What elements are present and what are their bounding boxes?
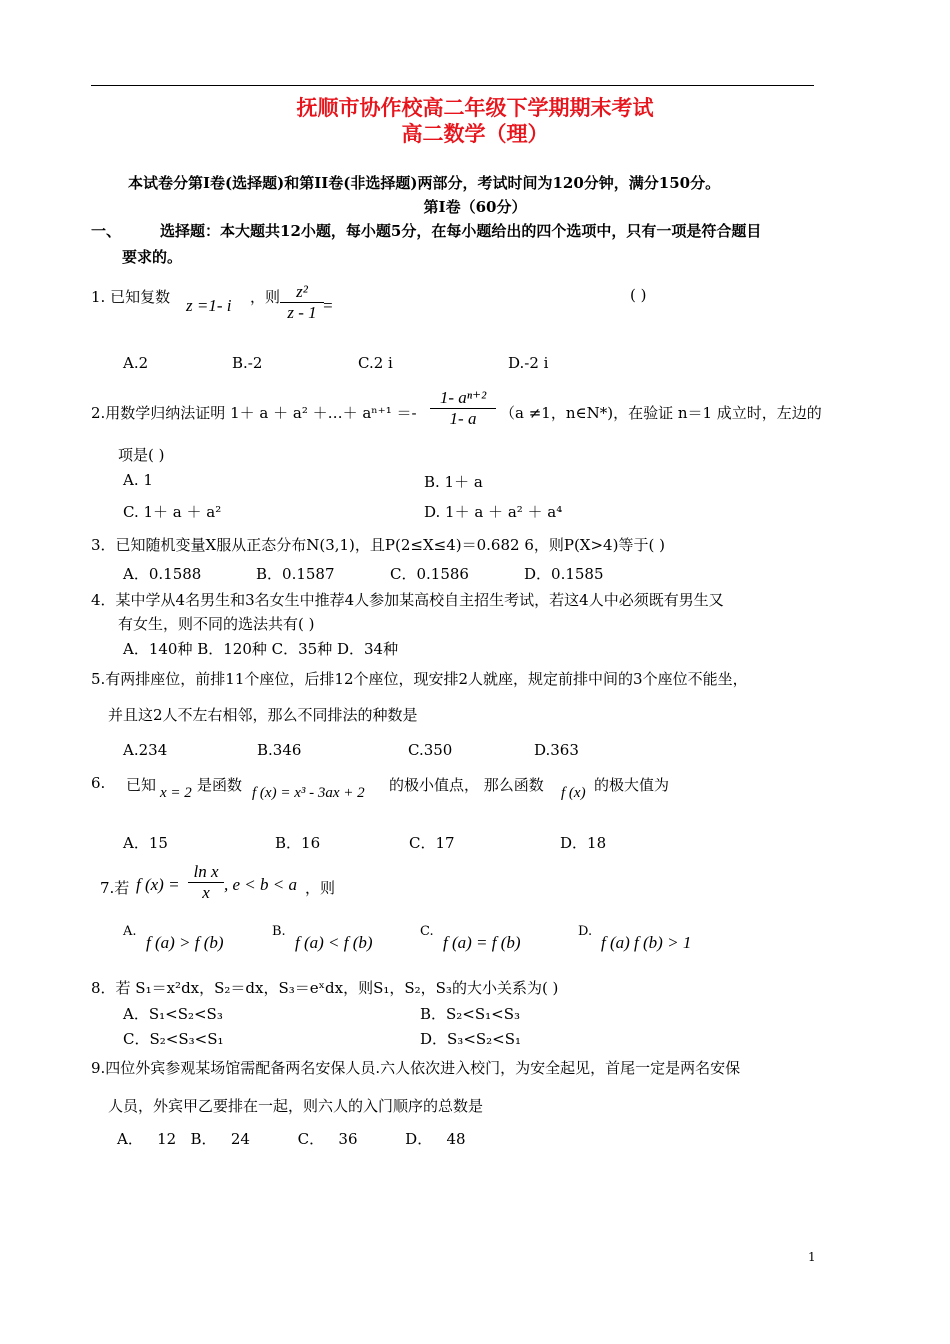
q1-answer-paren: ( ) <box>630 286 647 304</box>
q1-frac-num: z² <box>280 282 324 303</box>
q6-fx: f (x) <box>561 785 586 801</box>
q7-then: ，则 <box>305 879 336 897</box>
q6-min-text: 的极小值点， 那么函数 <box>389 776 544 794</box>
q7-fx: f (x) = <box>136 875 180 894</box>
q6-number: 6. <box>91 774 106 792</box>
q2-fraction <box>430 388 496 429</box>
section-instructions: 选择题：本大题共12小题，每小题5分，在每小题给出的四个选项中，只有一项是符合题目 <box>160 222 762 240</box>
q7-option-d: f (a) f (b) > 1 <box>601 933 692 952</box>
q4-stem: 4．某中学从4名男生和3名女生中推荐4人参加某高校自主招生考试，若这4人中必须既有男生又 <box>91 591 724 609</box>
q1-option-d: D.-2 i <box>508 354 549 372</box>
q6-function-expr: f (x) = x³ - 3ax + 2 <box>252 785 365 801</box>
q5-option-d: D.363 <box>534 741 579 759</box>
exam-title: 抚顺市协作校高二年级下学期期末考试 <box>296 96 654 120</box>
q5-option-a: A.234 <box>123 741 168 759</box>
q7-option-a-label: A. <box>123 924 137 939</box>
q4-options: A．140种 B．120种 C．35种 D．34种 <box>123 640 399 658</box>
q7-option-b: f (a) < f (b) <box>295 933 373 952</box>
exam-subtitle: 高二数学（理） <box>401 122 549 146</box>
q7-option-c-label: C. <box>420 924 434 939</box>
q7-frac-num: ln x <box>188 862 224 883</box>
page-number: 1 <box>808 1250 816 1264</box>
q8-option-b: B．S₂<S₁<S₃ <box>420 1005 521 1023</box>
q7-option-a: f (a) > f (b) <box>146 933 224 952</box>
top-rule <box>91 85 814 86</box>
section-number: 一、 <box>91 222 122 240</box>
q6-option-d: D．18 <box>560 834 607 852</box>
q7-stem: 7.若 <box>100 879 130 897</box>
q1-option-a: A.2 <box>123 354 149 372</box>
q5-option-c: C.350 <box>408 741 453 759</box>
q7-option-d-label: D. <box>578 924 593 939</box>
q3-option-b: B．0.1587 <box>256 565 335 583</box>
q1-stem: 1. 已知复数 <box>91 288 171 306</box>
part-title: 第Ⅰ卷（60分） <box>423 198 527 216</box>
q3-option-a: A．0.1588 <box>123 565 202 583</box>
q3-option-d: D．0.1585 <box>524 565 604 583</box>
q7-condition: , e < b < a <box>224 875 297 894</box>
q3-stem: 3．已知随机变量X服从正态分布N(3,1)，且P(2≤X≤4)＝0.682 6，则P(X>4)等于( ) <box>91 536 665 554</box>
q2-stem: 2.用数学归纳法证明 1＋ a ＋ a² ＋…＋ aⁿ⁺¹ ＝- <box>91 404 417 422</box>
q8-option-a: A．S₁<S₂<S₃ <box>123 1005 223 1023</box>
q7-frac-den: x <box>202 883 210 902</box>
q6-x-expr: x = 2 <box>160 785 192 801</box>
q8-option-d: D．S₃<S₂<S₁ <box>420 1030 522 1048</box>
q5-stem-cont: 并且这2人不左右相邻，那么不同排法的种数是 <box>108 706 418 724</box>
q1-fraction <box>280 282 324 323</box>
q5-option-b: B.346 <box>257 741 302 759</box>
q3-option-c: C．0.1586 <box>390 565 469 583</box>
q1-equals: = <box>322 296 334 315</box>
q2-option-a: A. 1 <box>123 471 153 489</box>
q1-then: ，则 <box>250 288 281 306</box>
q6-option-b: B．16 <box>275 834 321 852</box>
q9-options: A． 12 B． 24 C． 36 D． 48 <box>117 1130 466 1148</box>
q2-option-c: C. 1＋ a ＋ a² <box>123 503 222 521</box>
q5-stem: 5.有两排座位，前排11个座位，后排12个座位，现安排2人就座，规定前排中间的3个座位不能坐， <box>91 670 748 688</box>
q6-max-text: 的极大值为 <box>594 776 670 794</box>
q2-option-b: B. 1＋ a <box>424 473 483 491</box>
q1-option-b: B.-2 <box>232 354 263 372</box>
q6-known: 已知 <box>126 776 157 794</box>
q7-option-c: f (a) = f (b) <box>443 933 521 952</box>
q1-frac-den: z - 1 <box>287 303 317 322</box>
exam-note: 本试卷分第Ⅰ卷(选择题)和第II卷(非选择题)两部分，考试时间为120分钟，满分150分。 <box>128 174 721 192</box>
q6-option-c: C．17 <box>409 834 455 852</box>
q6-option-a: A．15 <box>123 834 168 852</box>
q7-fraction <box>188 862 224 903</box>
q2-condition: （a ≠1，n∈N*)，在验证 n＝1 成立时，左边的 <box>500 404 822 422</box>
q7-option-b-label: B. <box>272 924 286 939</box>
q6-is-function: 是函数 <box>197 776 243 794</box>
q1-option-c: C.2 i <box>358 354 393 372</box>
q8-option-c: C．S₂<S₃<S₁ <box>123 1030 224 1048</box>
section-instructions-cont: 要求的。 <box>122 248 183 266</box>
q2-frac-den: 1- a <box>449 409 477 428</box>
q4-stem-cont: 有女生，则不同的选法共有( ) <box>118 615 315 633</box>
q8-stem: 8．若 S₁＝x²dx，S₂＝dx，S₃＝eˣdx，则S₁，S₂，S₃的大小关系为( ) <box>91 979 559 997</box>
q2-prompt: 项是( ) <box>118 446 165 464</box>
q2-option-d: D. 1＋ a ＋ a² ＋ a⁴ <box>424 503 563 521</box>
q1-expr: z =1- i <box>186 296 232 315</box>
q2-frac-num: 1- aⁿ⁺² <box>430 388 496 409</box>
q9-stem-cont: 人员，外宾甲乙要排在一起，则六人的入门顺序的总数是 <box>108 1097 484 1115</box>
q9-stem: 9.四位外宾参观某场馆需配备两名安保人员.六人依次进入校门，为安全起见，首尾一定是两名安保 <box>91 1059 741 1077</box>
